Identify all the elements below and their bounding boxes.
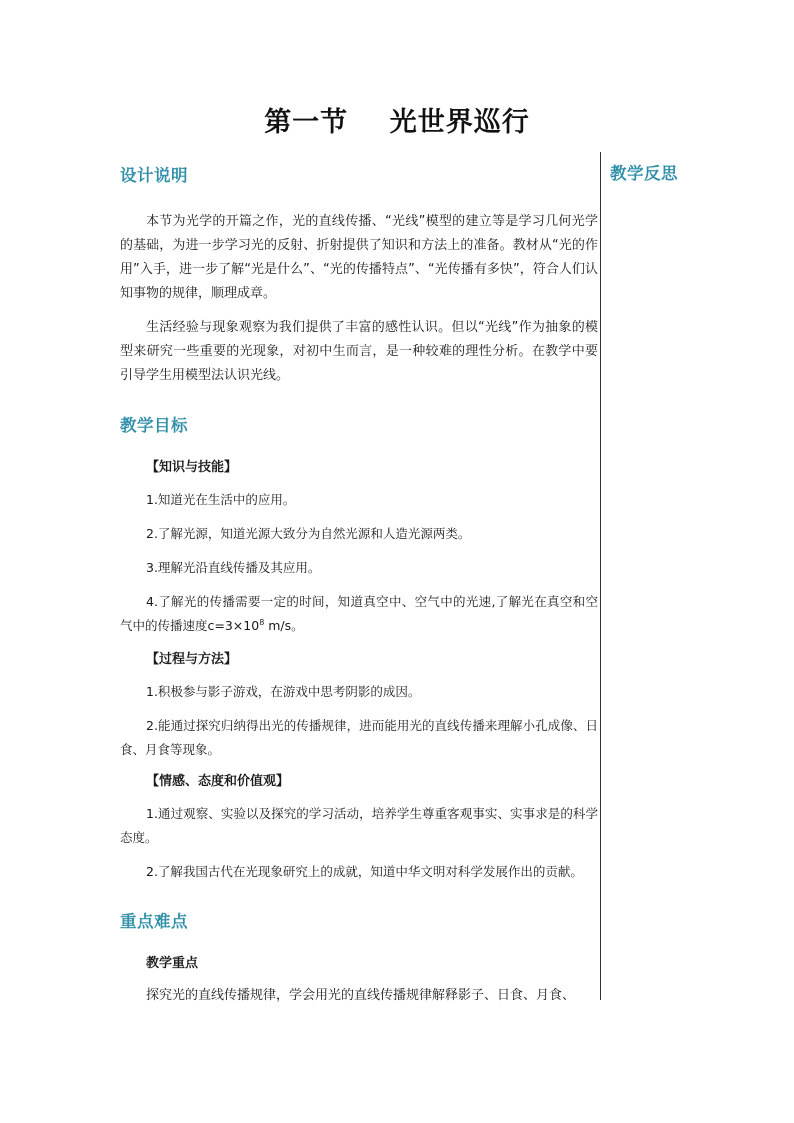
key-points-section: [120, 884, 598, 1008]
side-column: [610, 160, 760, 184]
section-heading-design: 设计说明: [120, 166, 188, 185]
design-paragraph-1: 本节为光学的开篇之作，光的直线传播、“光线”模型的建立等是学习几何光学的基础，为进一步学习光的反射、折射提供了知识和方法上的准备。教材从“光的作用”入手，进一步了解“光是什么”、“光的传播特点”、“光传播有多快”，符合人们认知事物的规律，顺理成章。: [120, 214, 598, 301]
process-item-2: 2.能通过探究归纳得出光的传播规律，进而能用光的直线传播来理解小孔成像、日食、月食等现象。: [120, 718, 598, 757]
page-title: 第一节 光世界巡行: [264, 107, 530, 138]
emotion-label: 【情感、态度和价值观】: [146, 774, 290, 789]
knowledge-item-2: 2.了解光源，知道光源大致分为自然光源和人造光源两类。: [146, 526, 471, 541]
process-label: 【过程与方法】: [146, 652, 238, 667]
emotion-item-2: 2.了解我国古代在光现象研究上的成就，知道中华文明对科学发展作出的贡献。: [146, 864, 583, 879]
section-heading-goals: 教学目标: [120, 416, 188, 435]
process-item-1: 1.积极参与影子游戏，在游戏中思考阴影的成因。: [146, 684, 421, 699]
knowledge-item-4-text: 4.了解光的传播需要一定的时间，知道真空中、空气中的光速,了解光在真空和空气中的传播速度c=3×10: [120, 594, 598, 633]
knowledge-item-4-exponent: 8: [259, 617, 265, 627]
column-divider: [600, 152, 601, 1000]
main-column: [120, 150, 598, 1008]
knowledge-item-4-unit: m/s。: [264, 618, 304, 633]
goals-section: [120, 388, 598, 884]
section-heading-key-points: 重点难点: [120, 912, 188, 931]
knowledge-label: 【知识与技能】: [146, 460, 238, 475]
knowledge-item-1: 1.知道光在生活中的应用。: [146, 492, 296, 507]
knowledge-item-4: [120, 590, 598, 638]
emotion-item-1: 1.通过观察、实验以及探究的学习活动，培养学生尊重客观事实、实事求是的科学态度。: [120, 806, 598, 845]
knowledge-item-3: 3.理解光沿直线传播及其应用。: [146, 560, 321, 575]
key-points-text: 探究光的直线传播规律，学会用光的直线传播规律解释影子、日食、月食、: [146, 988, 576, 1003]
design-section: [120, 150, 598, 388]
design-paragraph-2: 生活经验与现象观察为我们提供了丰富的感性认识。但以“光线”作为抽象的模型来研究一些重要的光现象，对初中生而言，是一种较难的理性分析。在教学中要引导学生用模型法认识光线。: [120, 320, 598, 383]
key-points-label: 教学重点: [146, 956, 199, 971]
side-heading-reflection: 教学反思: [610, 164, 678, 183]
